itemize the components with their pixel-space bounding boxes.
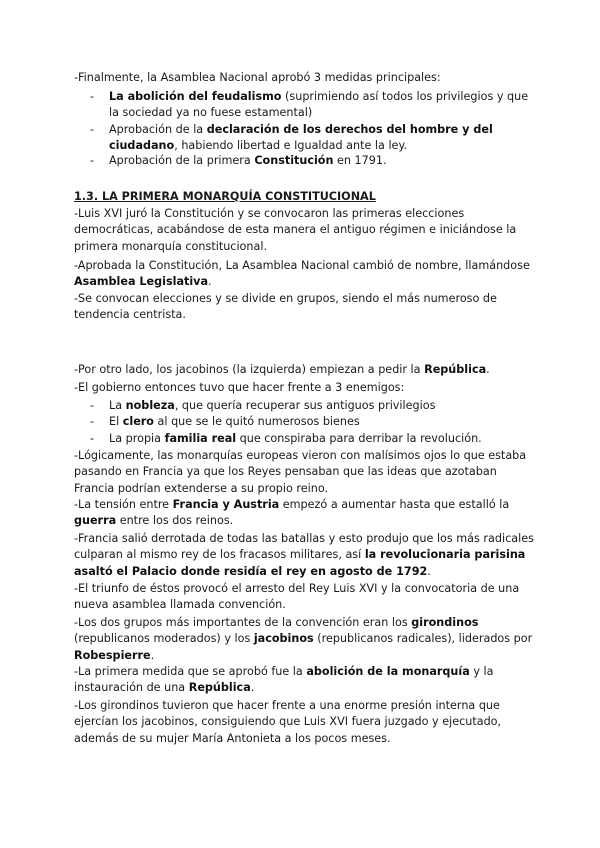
paragraph: -Luis XVI juró la Constitución y se convocaron las primeras elecciones democráticas, acabándose de esta manera el antiguo régimen e iniciándose la primera monarquía constitucional. bbox=[74, 207, 517, 253]
enemy-item: - El clero al que se le quitó numerosos bienes bbox=[90, 415, 360, 428]
paragraph: -Lógicamente, las monarquías europeas vieron con malísimos ojos lo que estaba pasando en Francia ya que los Reyes pensaban que las ideas que azotaban Francia podrían extenderse a su propio reino. bbox=[74, 449, 527, 495]
paragraph: -Los girondinos tuvieron que hacer frente a una enorme presión interna que ejercían los jacobinos, consiguiendo que Luis XVI fuera juzgado y ejecutado, además de su mujer María Antonieta a los pocos meses. bbox=[74, 699, 502, 745]
paragraph: -Aprobada la Constitución, La Asamblea Nacional cambió de nombre, llamándose Asamblea Legislativa. bbox=[74, 259, 530, 289]
section-heading: 1.3. LA PRIMERA MONARQUÍA CONSTITUCIONAL bbox=[74, 190, 376, 203]
measure-item: - La abolición del feudalismo (suprimiendo así todos los privilegios y que la sociedad ya no fuese estamental) bbox=[90, 90, 529, 120]
enemy-item: - La propia familia real que conspiraba para derribar la revolución. bbox=[90, 432, 482, 445]
measure-item: - Aprobación de la primera Constitución en 1791. bbox=[90, 154, 387, 167]
paragraph: -Francia salió derrotada de todas las batallas y esto produjo que los más radicales culparan al mismo rey de los fracasos militares, así la revolucionaria parisina asaltó el Palacio donde residía el rey en agosto de 1792. bbox=[74, 532, 534, 578]
paragraph: -Se convocan elecciones y se divide en grupos, siendo el más numeroso de tendencia centrista. bbox=[74, 292, 497, 322]
enemy-item: - La nobleza, que quería recuperar sus antiguos privilegios bbox=[90, 399, 436, 412]
paragraph: -El gobierno entonces tuvo que hacer frente a 3 enemigos: bbox=[74, 381, 405, 394]
paragraph: -La primera medida que se aprobó fue la abolición de la monarquía y la instauración de una República. bbox=[74, 665, 494, 695]
measure-item: - Aprobación de la declaración de los derechos del hombre y del ciudadano, habiendo libertad e Igualdad ante la ley. bbox=[90, 123, 493, 153]
paragraph: -El triunfo de éstos provocó el arresto del Rey Luis XVI y la convocatoria de una nueva asamblea llamada convención. bbox=[74, 582, 520, 612]
intro-paragraph: -Finalmente, la Asamblea Nacional aprobó 3 medidas principales: bbox=[74, 71, 441, 84]
paragraph: -La tensión entre Francia y Austria empezó a aumentar hasta que estalló la guerra entre los dos reinos. bbox=[74, 498, 510, 528]
paragraph: -Por otro lado, los jacobinos (la izquierda) empiezan a pedir la República. bbox=[74, 363, 490, 376]
paragraph: -Los dos grupos más importantes de la convención eran los girondinos (republicanos moderados) y los jacobinos (republicanos radicales), liderados por Robespierre. bbox=[74, 616, 533, 662]
